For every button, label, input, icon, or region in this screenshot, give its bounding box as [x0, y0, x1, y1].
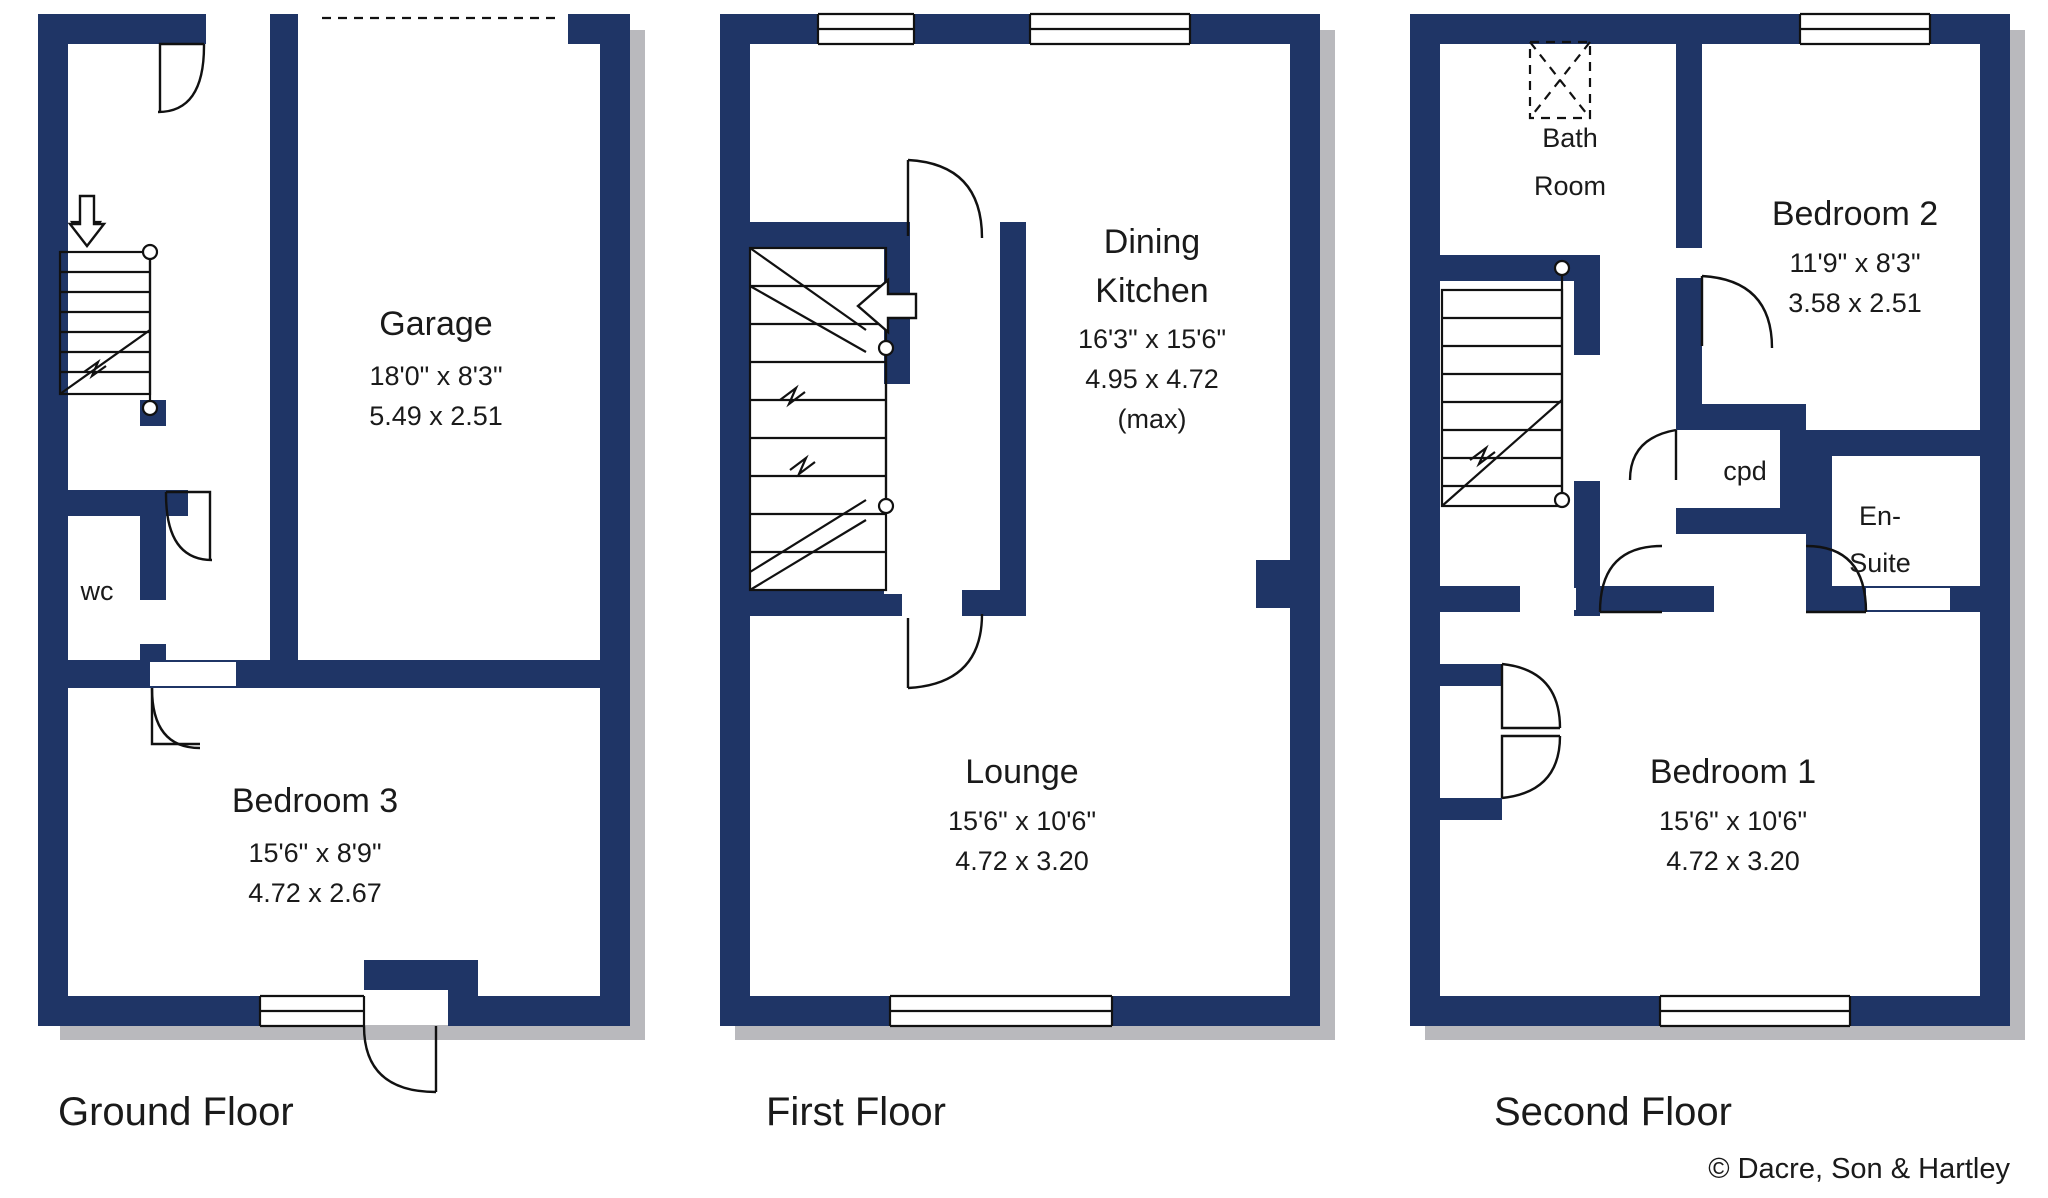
room-dim-lounge-metric: 4.72 x 3.20 — [955, 846, 1089, 876]
first-floor-door-bottom — [908, 614, 982, 688]
room-name-bathroom-line2: Room — [1533, 171, 1607, 201]
copyright-notice: © Dacre, Son & Hartley — [1708, 1153, 2010, 1185]
hall-door — [152, 688, 200, 748]
first-floor-plan — [720, 14, 1335, 1134]
room-dim-lounge-imperial: 15'6" x 10'6" — [947, 806, 1097, 836]
room-dim-bedroom3-imperial: 15'6" x 8'9" — [248, 838, 382, 868]
ground-floor-plan — [38, 14, 645, 1134]
room-dim-bedroom1-imperial: 15'6" x 10'6" — [1658, 806, 1808, 836]
first-floor-door-gaps — [884, 384, 962, 614]
second-floor-plan — [1410, 14, 2025, 1134]
first-floor-window-top-right — [1030, 14, 1190, 44]
room-dim-bedroom2-imperial: 11'9" x 8'3" — [1789, 248, 1921, 278]
floor-label-ground: Ground Floor — [58, 1090, 294, 1134]
room-name-bedroom2: Bedroom 2 — [1771, 195, 1939, 233]
ground-floor-staircase — [60, 196, 157, 415]
room-name-bedroom3: Bedroom 3 — [231, 782, 399, 820]
room-dim-kitchen-imperial: 16'3" x 15'6" — [1077, 324, 1227, 354]
floor-label-second: Second Floor — [1494, 1090, 1732, 1134]
room-dim-bedroom1-metric: 4.72 x 3.20 — [1666, 846, 1800, 876]
room-name-wc: wc — [80, 576, 114, 606]
room-name-dining: Dining — [1103, 223, 1201, 261]
room-name-ensuite-line2: Suite — [1849, 548, 1911, 578]
airing-cupboard-door-lower — [1502, 736, 1560, 798]
floor-label-first: First Floor — [766, 1090, 946, 1134]
room-name-cpd: cpd — [1723, 456, 1767, 486]
airing-cupboard-door-upper — [1502, 664, 1560, 728]
second-floor-window-bottom — [1660, 996, 1850, 1026]
first-floor-door-top — [908, 160, 982, 238]
ground-floor-walls — [38, 14, 630, 1026]
room-dim-kitchen-metric: 4.95 x 4.72 — [1085, 364, 1219, 394]
room-name-ensuite-line1: En- — [1858, 501, 1902, 531]
room-dim-garage-imperial: 18'0" x 8'3" — [369, 361, 503, 391]
second-floor-shadow — [1425, 30, 2025, 1040]
room-name-kitchen: Kitchen — [1095, 272, 1209, 310]
room-name-bath: Bath — [1542, 123, 1598, 153]
room-name-garage: Garage — [379, 305, 493, 343]
second-floor-staircase — [1442, 261, 1569, 507]
first-floor-shadow — [735, 30, 1335, 1040]
bedroom2-door — [1702, 276, 1772, 348]
bathroom-fixture — [1530, 42, 1590, 118]
room-dim-bedroom2-metric: 3.58 x 2.51 — [1788, 288, 1922, 318]
first-floor-window-top-left — [818, 14, 914, 44]
cpd-door — [1630, 430, 1676, 480]
first-floor-window-bottom — [890, 996, 1112, 1026]
front-door — [158, 44, 204, 112]
room-name-bedroom1: Bedroom 1 — [1649, 753, 1817, 791]
room-dim-garage-metric: 5.49 x 2.51 — [369, 401, 503, 431]
room-name-lounge: Lounge — [965, 753, 1079, 791]
room-dim-bedroom3-metric: 4.72 x 2.67 — [248, 878, 382, 908]
second-floor-window-top — [1800, 14, 1930, 44]
room-dim-kitchen-note: (max) — [1117, 404, 1187, 434]
ground-floor-window — [260, 996, 364, 1026]
